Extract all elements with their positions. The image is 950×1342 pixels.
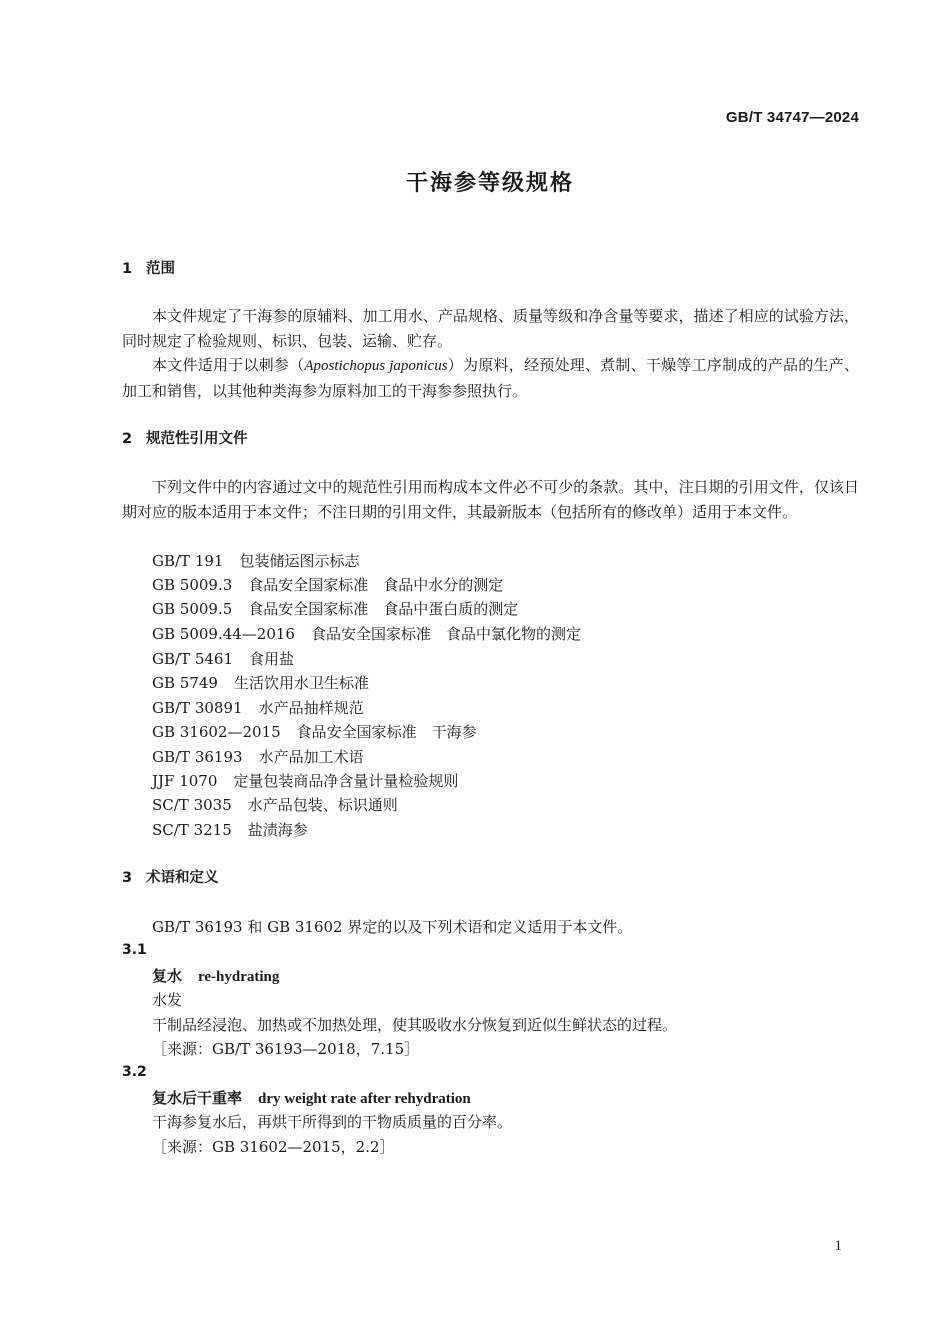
scope-paragraph-2: [122, 353, 859, 403]
reference-code: GB 31602—2015: [152, 723, 281, 741]
term-number: 3.2: [122, 1064, 147, 1080]
term-source: ［来源：GB 31602—2015，2.2］: [152, 1138, 395, 1156]
reference-title: 水产品抽样规范: [258, 699, 364, 717]
reference-code: GB 5009.5: [152, 600, 233, 618]
section-number: 1: [122, 261, 133, 277]
reference-title: 食品安全国家标准 干海参: [296, 723, 477, 741]
section-1-heading: [122, 257, 175, 278]
reference-title: 食品安全国家标准 食品中蛋白质的测定: [248, 600, 519, 618]
reference-code: GB/T 30891: [152, 699, 243, 717]
reference-item: [152, 746, 364, 767]
term-heading: [152, 965, 279, 986]
standard-code: GB/T 34747—2024: [725, 109, 859, 126]
section-title: 规范性引用文件: [146, 431, 248, 447]
reference-item: [152, 648, 294, 669]
reference-code: SC/T 3215: [152, 821, 232, 839]
reference-title: 盐渍海参: [247, 821, 308, 839]
section-title: 术语和定义: [146, 870, 219, 886]
reference-code: JJF 1070: [152, 772, 218, 790]
page-number: 1: [834, 1238, 842, 1254]
term-alternative: 水发: [152, 991, 183, 1009]
section-3-heading: [122, 866, 219, 887]
reference-item: [152, 672, 369, 693]
reference-code: GB 5009.44—2016: [152, 625, 295, 643]
term-english: dry weight rate after rehydration: [258, 1091, 471, 1107]
reference-title: 包装储运图示标志: [239, 552, 360, 570]
scope-paragraph-1: 本文件规定了干海参的原辅料、加工用水、产品规格、质量等级和净含量等要求，描述了相应的试验方法，同时规定了检验规则、标识、包装、运输、贮存。: [122, 307, 859, 350]
term-chinese: 复水后干重率: [152, 1089, 243, 1107]
reference-code: GB/T 36193: [152, 748, 243, 766]
reference-item: [152, 598, 518, 619]
reference-code: GB 5749: [152, 674, 218, 692]
section-title: 范围: [146, 261, 175, 277]
reference-item: [152, 574, 503, 595]
reference-title: 水产品包装、标识通则: [247, 796, 398, 814]
reference-item: [152, 721, 477, 742]
reference-code: SC/T 3035: [152, 796, 232, 814]
reference-item: [152, 794, 398, 815]
reference-title: 生活饮用水卫生标准: [233, 674, 369, 692]
reference-item: [152, 550, 359, 571]
reference-title: 食品安全国家标准 食品中氯化物的测定: [310, 625, 581, 643]
reference-title: 定量包装商品净含量计量检验规则: [233, 772, 459, 790]
references-intro: 下列文件中的内容通过文中的规范性引用而构成本文件必不可少的条款。其中，注日期的引用文件，仅该日期对应的版本适用于本文件；不注日期的引用文件，其最新版本（包括所有的修改单）适用于本文件。: [122, 478, 859, 521]
reference-title: 食用盐: [249, 650, 295, 668]
reference-item: [152, 770, 458, 791]
term-definition: 干海参复水后，再烘干所得到的干物质质量的百分率。: [152, 1113, 513, 1131]
reference-code: GB/T 5461: [152, 650, 234, 668]
reference-title: 水产品加工术语: [258, 748, 364, 766]
term-definition: 干制品经浸泡、加热或不加热处理，使其吸收水分恢复到近似生鲜状态的过程。: [152, 1016, 678, 1034]
term-source: ［来源：GB/T 36193—2018，7.15］: [152, 1040, 420, 1058]
term-chinese: 复水: [152, 967, 183, 985]
section-2-heading: [122, 427, 248, 448]
reference-item: [152, 623, 581, 644]
scope-text-before: 本文件适用于以刺参（: [152, 356, 305, 374]
scope-text-after: ）为原料，经预处理、煮制、干燥等工序制成的产品的生产、加工和销售，以其他种类海参为原料加工的干海参参照执行。: [122, 356, 859, 400]
term-heading: [152, 1087, 471, 1108]
section-number: 3: [122, 870, 133, 886]
document-title: 干海参等级规格: [405, 171, 574, 196]
reference-item: [152, 697, 364, 718]
reference-code: GB/T 191: [152, 552, 224, 570]
reference-title: 食品安全国家标准 食品中水分的测定: [248, 576, 504, 594]
term-number: 3.1: [122, 942, 147, 958]
terms-intro: GB/T 36193 和 GB 31602 界定的以及下列术语和定义适用于本文件。: [152, 918, 633, 936]
section-number: 2: [122, 431, 133, 447]
reference-item: [152, 819, 308, 840]
species-latin-name: Apostichopus japonicus: [304, 358, 448, 374]
reference-code: GB 5009.3: [152, 576, 233, 594]
term-english: re-hydrating: [198, 969, 280, 985]
